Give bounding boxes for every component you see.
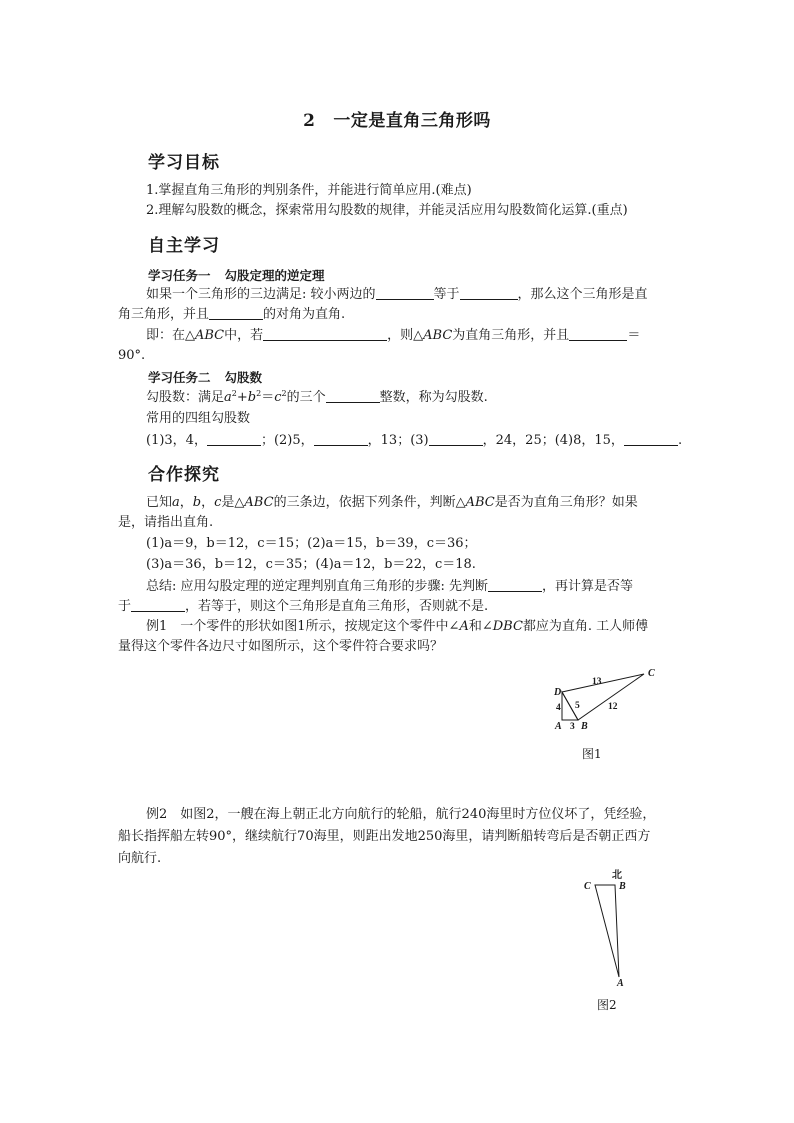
triangle-abc <box>595 885 619 977</box>
figure-2-caption: 图2 <box>597 998 617 1012</box>
vertex-label-b: B <box>619 881 626 892</box>
fill-blank[interactable] <box>376 286 434 300</box>
task2-line-2: 常用的四组勾股数 <box>146 411 251 426</box>
triangle-dbc <box>562 674 644 720</box>
coop-cases-2: (3)a＝36，b＝12，c＝35；(4)a＝12，b＝22，c＝18. <box>146 557 476 572</box>
fill-blank[interactable] <box>326 389 380 403</box>
fill-blank[interactable] <box>429 432 483 446</box>
figure-1-caption: 图1 <box>582 747 602 761</box>
task2-line-3: (1)3，4， ；(2)5， ，13；(3) ，24，25；(4)8，15， . <box>146 433 683 448</box>
vertex-label-c: C <box>648 668 655 679</box>
fill-blank[interactable] <box>207 432 261 446</box>
length-label-dc: 13 <box>592 677 602 687</box>
length-label-db: 5 <box>575 701 580 711</box>
example1-line-2: 量得这个零件各边尺寸如图所示，这个零件符合要求吗？ <box>118 639 444 654</box>
task1-heading: 学习任务一 勾股定理的逆定理 <box>148 268 325 283</box>
fill-blank[interactable] <box>624 432 678 446</box>
vertex-label-c: C <box>584 881 591 892</box>
page-title: 2 一定是直角三角形吗 <box>303 111 491 131</box>
task1-line-4: 90°. <box>118 348 146 363</box>
vertex-label-b: B <box>581 721 588 732</box>
fill-blank[interactable] <box>488 578 542 592</box>
vertex-label-a: A <box>617 978 624 989</box>
coop-para-line-1: 已知a，b，c是△ABC的三条边，依据下列条件，判断△ABC是否为直角三角形？如果 <box>146 495 638 510</box>
fill-blank[interactable] <box>569 327 627 341</box>
example2-line-2: 船长指挥船左转90°，继续航行70海里，则距出发地250海里，请判断船转弯后是否朝正西方 <box>118 829 651 844</box>
example1-line-1: 例1 一个零件的形状如图1所示，按规定这个零件中∠A和∠DBC都应为直角. 工人师傅 <box>146 619 649 634</box>
coop-cases-1: (1)a＝9，b＝12，c＝15；(2)a＝15，b＝39，c＝36； <box>146 536 477 551</box>
task1-line-3: 即：在△ABC中，若 ，则△ABC为直角三角形，并且 ＝ <box>146 328 641 343</box>
task2-heading: 学习任务二 勾股数 <box>148 370 263 385</box>
summary-line-2: 于 ，若等于，则这个三角形是直角三角形，否则就不是. <box>118 599 489 614</box>
goal-item-2: 2.理解勾股数的概念，探索常用勾股数的规律，并能灵活应用勾股数简化运算.(重点) <box>146 203 628 218</box>
summary-line-1: 总结: 应用勾股定理的逆定理判别直角三角形的步骤: 先判断 ，再计算是否等 <box>146 579 634 594</box>
example2-line-1: 例2 如图2，一艘在海上朝正北方向航行的轮船，航行240海里时方位仪坏了，凭经验， <box>146 807 656 822</box>
fill-blank[interactable] <box>209 306 263 320</box>
section-heading-coop: 合作探究 <box>148 465 220 485</box>
coop-para-line-2: 是，请指出直角. <box>118 515 214 530</box>
length-label-ab: 3 <box>570 722 575 732</box>
fill-blank[interactable] <box>314 432 368 446</box>
figure-2-diagram <box>575 864 645 992</box>
length-label-ad: 4 <box>556 703 561 713</box>
example2-line-3: 向航行. <box>118 851 162 866</box>
length-label-bc: 12 <box>608 702 618 712</box>
task2-line-1: 勾股数：满足$a^2+b^2=c^2$的三个 整数，称为勾股数. <box>146 389 488 405</box>
vertex-label-d: D <box>554 687 562 698</box>
fill-blank[interactable] <box>263 327 387 341</box>
section-heading-goals: 学习目标 <box>148 153 220 173</box>
task1-line-1: 如果一个三角形的三边满足: 较小两边的 等于 ，那么这个三角形是直 <box>146 287 648 302</box>
vertex-label-a: A <box>555 721 562 732</box>
goal-item-1: 1.掌握直角三角形的判别条件，并能进行简单应用.(难点) <box>146 183 472 198</box>
fill-blank[interactable] <box>131 598 185 612</box>
fill-blank[interactable] <box>460 286 518 300</box>
section-heading-self-study: 自主学习 <box>148 236 220 256</box>
task1-line-2: 角三角形，并且 的对角为直角. <box>118 307 346 322</box>
figure-1-diagram <box>548 662 668 740</box>
north-label: 北 <box>612 870 622 881</box>
